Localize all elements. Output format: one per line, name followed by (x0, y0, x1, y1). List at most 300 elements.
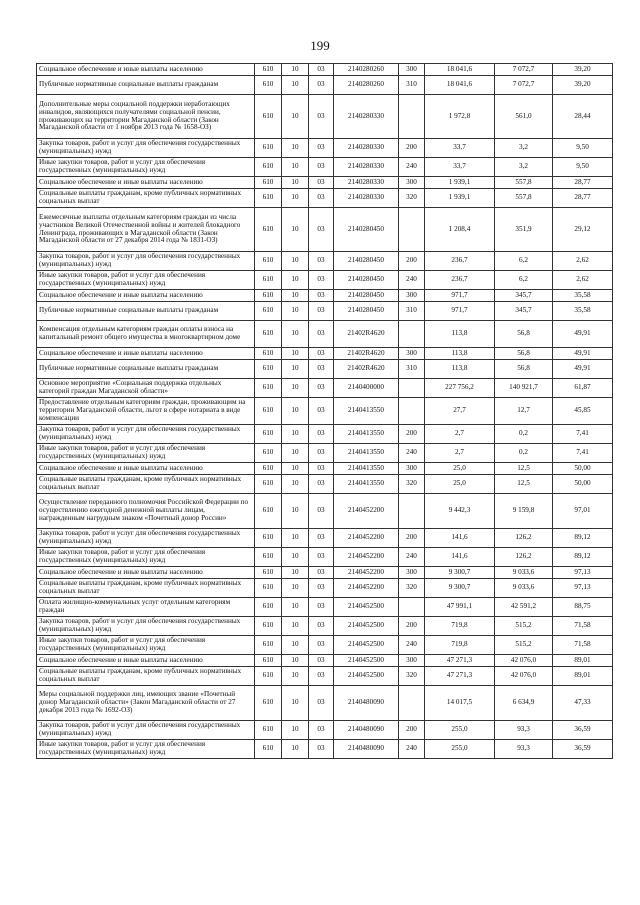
executed-amount: 140 921,7 (495, 379, 553, 398)
subsection-code: 03 (309, 567, 334, 579)
expense-type-code: 310 (399, 360, 425, 379)
expense-type-code: 300 (399, 463, 425, 475)
execution-percent: 28,44 (553, 95, 613, 139)
approved-amount: 18 041,6 (425, 76, 495, 95)
executed-amount: 42 076,0 (495, 655, 553, 667)
ministry-code: 610 (255, 598, 282, 617)
executed-amount: 9 033,6 (495, 567, 553, 579)
execution-percent: 7,41 (553, 444, 613, 463)
target-article-code: 2140452200 (334, 494, 399, 529)
table-row (37, 463, 613, 475)
expense-type-code: 240 (399, 271, 425, 290)
execution-percent: 9,50 (553, 158, 613, 177)
subsection-code: 03 (309, 667, 334, 686)
row-description: Социальные выплаты гражданам, кроме публичных нормативных социальных выплат (37, 475, 255, 494)
row-description: Социальное обеспечение и иные выплаты населению (37, 64, 255, 76)
ministry-code: 610 (255, 425, 282, 444)
approved-amount: 1 972,8 (425, 95, 495, 139)
expense-type-code: 200 (399, 721, 425, 740)
executed-amount: 7 072,7 (495, 76, 553, 95)
execution-percent: 89,12 (553, 529, 613, 548)
expense-type-code (399, 598, 425, 617)
ministry-code: 610 (255, 64, 282, 76)
target-article-code: 21402R4620 (334, 360, 399, 379)
table-row (37, 321, 613, 348)
row-description: Социальное обеспечение и иные выплаты населению (37, 567, 255, 579)
executed-amount: 93,3 (495, 740, 553, 759)
execution-percent: 49,91 (553, 360, 613, 379)
row-description: Закупка товаров, работ и услуг для обеспечения государственных (муниципальных) нужд (37, 425, 255, 444)
table-row (37, 579, 613, 598)
ministry-code: 610 (255, 579, 282, 598)
target-article-code: 21402R4620 (334, 321, 399, 348)
execution-percent: 49,91 (553, 321, 613, 348)
target-article-code: 2140280330 (334, 177, 399, 189)
approved-amount: 18 041,6 (425, 64, 495, 76)
table-row (37, 208, 613, 252)
row-description: Закупка товаров, работ и услуг для обеспечения государственных (муниципальных) нужд (37, 617, 255, 636)
row-description: Основное мероприятие «Социальная поддержка отдельных категорий граждан Магаданской области» (37, 379, 255, 398)
subsection-code: 03 (309, 721, 334, 740)
section-code: 10 (282, 667, 309, 686)
table-row (37, 548, 613, 567)
approved-amount: 113,8 (425, 321, 495, 348)
table-row (37, 76, 613, 95)
section-code: 10 (282, 271, 309, 290)
target-article-code: 2140400000 (334, 379, 399, 398)
subsection-code: 03 (309, 177, 334, 189)
expense-type-code: 320 (399, 189, 425, 208)
section-code: 10 (282, 348, 309, 360)
row-description: Социальное обеспечение и иные выплаты населению (37, 655, 255, 667)
executed-amount: 557,8 (495, 189, 553, 208)
expense-type-code: 240 (399, 158, 425, 177)
ministry-code: 610 (255, 567, 282, 579)
execution-percent: 29,12 (553, 208, 613, 252)
row-description: Оплата жилищно-коммунальных услуг отдельным категориям граждан (37, 598, 255, 617)
row-description: Социальное обеспечение и иные выплаты населению (37, 290, 255, 302)
ministry-code: 610 (255, 208, 282, 252)
target-article-code: 2140452200 (334, 529, 399, 548)
execution-percent: 39,20 (553, 76, 613, 95)
table-row (37, 617, 613, 636)
row-description: Социальные выплаты гражданам, кроме публичных нормативных социальных выплат (37, 579, 255, 598)
row-description: Социальное обеспечение и иные выплаты населению (37, 177, 255, 189)
execution-percent: 49,91 (553, 348, 613, 360)
target-article-code: 2140452500 (334, 617, 399, 636)
approved-amount: 25,0 (425, 463, 495, 475)
executed-amount: 12,5 (495, 463, 553, 475)
executed-amount: 515,2 (495, 636, 553, 655)
target-article-code: 2140452200 (334, 579, 399, 598)
row-description: Закупка товаров, работ и услуг для обеспечения государственных (муниципальных) нужд (37, 252, 255, 271)
row-description: Публичные нормативные социальные выплаты гражданам (37, 302, 255, 321)
table-row (37, 360, 613, 379)
budget-table (36, 63, 613, 759)
expense-type-code: 300 (399, 567, 425, 579)
row-description: Иные закупки товаров, работ и услуг для обеспечения государственных (муниципальных) нужд (37, 636, 255, 655)
expense-type-code: 320 (399, 579, 425, 598)
execution-percent: 39,20 (553, 64, 613, 76)
row-description: Иные закупки товаров, работ и услуг для обеспечения государственных (муниципальных) нужд (37, 158, 255, 177)
approved-amount: 1 208,4 (425, 208, 495, 252)
executed-amount: 42 591,2 (495, 598, 553, 617)
expense-type-code: 200 (399, 425, 425, 444)
executed-amount: 0,2 (495, 425, 553, 444)
section-code: 10 (282, 598, 309, 617)
table-row (37, 686, 613, 721)
expense-type-code: 240 (399, 548, 425, 567)
ministry-code: 610 (255, 177, 282, 189)
execution-percent: 7,41 (553, 425, 613, 444)
section-code: 10 (282, 95, 309, 139)
row-description: Дополнительные меры социальной поддержки неработающих инвалидов, являющихся получателями социальной пенсии, проживающих на территории Магаданской области (Закон Магаданской области от 1 ноября 2013 года № 1658-ОЗ) (37, 95, 255, 139)
subsection-code: 03 (309, 598, 334, 617)
row-description: Осуществление переданного полномочия Российской Федерации по осуществлению ежегодной денежной выплаты лицам, награжденным нагрудным знаком «Почетный донор России» (37, 494, 255, 529)
execution-percent: 47,33 (553, 686, 613, 721)
execution-percent: 89,01 (553, 667, 613, 686)
expense-type-code: 320 (399, 475, 425, 494)
target-article-code: 2140413550 (334, 398, 399, 425)
table-row (37, 598, 613, 617)
executed-amount: 561,0 (495, 95, 553, 139)
execution-percent: 61,87 (553, 379, 613, 398)
target-article-code: 2140452500 (334, 667, 399, 686)
expense-type-code: 240 (399, 740, 425, 759)
target-article-code: 2140413550 (334, 463, 399, 475)
section-code: 10 (282, 398, 309, 425)
section-code: 10 (282, 494, 309, 529)
execution-percent: 89,01 (553, 655, 613, 667)
subsection-code: 03 (309, 579, 334, 598)
subsection-code: 03 (309, 64, 334, 76)
executed-amount: 9 159,8 (495, 494, 553, 529)
table-row (37, 494, 613, 529)
approved-amount: 14 017,5 (425, 686, 495, 721)
approved-amount: 25,0 (425, 475, 495, 494)
row-description: Закупка товаров, работ и услуг для обеспечения государственных (муниципальных) нужд (37, 529, 255, 548)
executed-amount: 3,2 (495, 158, 553, 177)
section-code: 10 (282, 290, 309, 302)
approved-amount: 971,7 (425, 302, 495, 321)
row-description: Публичные нормативные социальные выплаты гражданам (37, 76, 255, 95)
target-article-code: 2140452500 (334, 636, 399, 655)
target-article-code: 2140280330 (334, 158, 399, 177)
executed-amount: 6,2 (495, 252, 553, 271)
section-code: 10 (282, 321, 309, 348)
row-description: Иные закупки товаров, работ и услуг для обеспечения государственных (муниципальных) нужд (37, 271, 255, 290)
ministry-code: 610 (255, 529, 282, 548)
section-code: 10 (282, 252, 309, 271)
approved-amount: 236,7 (425, 271, 495, 290)
row-description: Социальное обеспечение и иные выплаты населению (37, 463, 255, 475)
ministry-code: 610 (255, 667, 282, 686)
approved-amount: 141,6 (425, 548, 495, 567)
section-code: 10 (282, 302, 309, 321)
approved-amount: 719,8 (425, 636, 495, 655)
subsection-code: 03 (309, 617, 334, 636)
ministry-code: 610 (255, 444, 282, 463)
subsection-code: 03 (309, 158, 334, 177)
subsection-code: 03 (309, 379, 334, 398)
ministry-code: 610 (255, 617, 282, 636)
target-article-code: 2140480090 (334, 721, 399, 740)
table-row (37, 529, 613, 548)
ministry-code: 610 (255, 379, 282, 398)
approved-amount: 47 271,3 (425, 655, 495, 667)
approved-amount: 2,7 (425, 444, 495, 463)
target-article-code: 2140413550 (334, 444, 399, 463)
table-row (37, 348, 613, 360)
target-article-code: 2140452200 (334, 567, 399, 579)
table-row (37, 444, 613, 463)
approved-amount: 227 756,2 (425, 379, 495, 398)
expense-type-code (399, 95, 425, 139)
section-code: 10 (282, 379, 309, 398)
expense-type-code: 300 (399, 64, 425, 76)
subsection-code: 03 (309, 475, 334, 494)
section-code: 10 (282, 444, 309, 463)
expense-type-code (399, 398, 425, 425)
section-code: 10 (282, 655, 309, 667)
subsection-code: 03 (309, 636, 334, 655)
approved-amount: 255,0 (425, 721, 495, 740)
target-article-code: 2140452500 (334, 598, 399, 617)
execution-percent: 71,58 (553, 617, 613, 636)
executed-amount: 351,9 (495, 208, 553, 252)
execution-percent: 28,77 (553, 189, 613, 208)
page-number: 199 (310, 38, 330, 53)
executed-amount: 6,2 (495, 271, 553, 290)
expense-type-code: 300 (399, 177, 425, 189)
ministry-code: 610 (255, 189, 282, 208)
subsection-code: 03 (309, 139, 334, 158)
subsection-code: 03 (309, 425, 334, 444)
target-article-code: 2140413550 (334, 425, 399, 444)
target-article-code: 2140280450 (334, 208, 399, 252)
subsection-code: 03 (309, 271, 334, 290)
row-description: Компенсация отдельным категориям граждан оплаты взноса на капитальный ремонт общего имущества в многоквартирном доме (37, 321, 255, 348)
table-row (37, 189, 613, 208)
target-article-code: 2140452500 (334, 655, 399, 667)
expense-type-code: 310 (399, 76, 425, 95)
table-row (37, 567, 613, 579)
execution-percent: 97,01 (553, 494, 613, 529)
section-code: 10 (282, 548, 309, 567)
section-code: 10 (282, 76, 309, 95)
section-code: 10 (282, 64, 309, 76)
subsection-code: 03 (309, 494, 334, 529)
section-code: 10 (282, 425, 309, 444)
section-code: 10 (282, 177, 309, 189)
target-article-code: 2140280330 (334, 189, 399, 208)
row-description: Иные закупки товаров, работ и услуг для обеспечения государственных (муниципальных) нужд (37, 548, 255, 567)
target-article-code: 2140280450 (334, 252, 399, 271)
executed-amount: 557,8 (495, 177, 553, 189)
table-row (37, 271, 613, 290)
execution-percent: 36,59 (553, 721, 613, 740)
subsection-code: 03 (309, 252, 334, 271)
executed-amount: 42 076,0 (495, 667, 553, 686)
expense-type-code (399, 686, 425, 721)
table-row (37, 398, 613, 425)
executed-amount: 12,7 (495, 398, 553, 425)
table-row (37, 290, 613, 302)
approved-amount: 47 991,1 (425, 598, 495, 617)
executed-amount: 0,2 (495, 444, 553, 463)
ministry-code: 610 (255, 398, 282, 425)
section-code: 10 (282, 158, 309, 177)
section-code: 10 (282, 529, 309, 548)
execution-percent: 50,00 (553, 463, 613, 475)
executed-amount: 93,3 (495, 721, 553, 740)
row-description: Социальное обеспечение и иные выплаты населению (37, 348, 255, 360)
section-code: 10 (282, 579, 309, 598)
execution-percent: 28,77 (553, 177, 613, 189)
ministry-code: 610 (255, 740, 282, 759)
ministry-code: 610 (255, 475, 282, 494)
row-description: Меры социальной поддержки лиц, имеющих звание «Почетный донор Магаданской области» (Закон Магаданской области от 27 декабря 2013 года № 1692-ОЗ) (37, 686, 255, 721)
ministry-code: 610 (255, 463, 282, 475)
expense-type-code: 200 (399, 617, 425, 636)
section-code: 10 (282, 475, 309, 494)
approved-amount: 719,8 (425, 617, 495, 636)
executed-amount: 126,2 (495, 529, 553, 548)
table-row (37, 475, 613, 494)
approved-amount: 9 442,3 (425, 494, 495, 529)
ministry-code: 610 (255, 252, 282, 271)
subsection-code: 03 (309, 444, 334, 463)
ministry-code: 610 (255, 348, 282, 360)
section-code: 10 (282, 189, 309, 208)
ministry-code: 610 (255, 76, 282, 95)
approved-amount: 33,7 (425, 139, 495, 158)
section-code: 10 (282, 686, 309, 721)
ministry-code: 610 (255, 494, 282, 529)
execution-percent: 45,85 (553, 398, 613, 425)
approved-amount: 9 300,7 (425, 579, 495, 598)
subsection-code: 03 (309, 740, 334, 759)
execution-percent: 71,58 (553, 636, 613, 655)
execution-percent: 35,58 (553, 290, 613, 302)
section-code: 10 (282, 139, 309, 158)
ministry-code: 610 (255, 95, 282, 139)
subsection-code: 03 (309, 321, 334, 348)
target-article-code: 21402R4620 (334, 348, 399, 360)
ministry-code: 610 (255, 271, 282, 290)
execution-percent: 50,00 (553, 475, 613, 494)
section-code: 10 (282, 360, 309, 379)
subsection-code: 03 (309, 529, 334, 548)
expense-type-code: 320 (399, 667, 425, 686)
executed-amount: 345,7 (495, 302, 553, 321)
expense-type-code: 240 (399, 636, 425, 655)
subsection-code: 03 (309, 76, 334, 95)
target-article-code: 2140413550 (334, 475, 399, 494)
ministry-code: 610 (255, 158, 282, 177)
subsection-code: 03 (309, 360, 334, 379)
approved-amount: 2,7 (425, 425, 495, 444)
approved-amount: 113,8 (425, 348, 495, 360)
row-description: Предоставление отдельным категориям граждан, проживающим на территории Магаданской области, льгот в сфере нотариата в виде компенсации (37, 398, 255, 425)
section-code: 10 (282, 636, 309, 655)
execution-percent: 97,13 (553, 567, 613, 579)
ministry-code: 610 (255, 721, 282, 740)
budget-table-body (37, 64, 613, 759)
execution-percent: 88,75 (553, 598, 613, 617)
target-article-code: 2140280260 (334, 64, 399, 76)
executed-amount: 56,8 (495, 348, 553, 360)
ministry-code: 610 (255, 360, 282, 379)
row-description: Публичные нормативные социальные выплаты гражданам (37, 360, 255, 379)
subsection-code: 03 (309, 463, 334, 475)
ministry-code: 610 (255, 548, 282, 567)
target-article-code: 2140280450 (334, 302, 399, 321)
ministry-code: 610 (255, 636, 282, 655)
ministry-code: 610 (255, 655, 282, 667)
table-row (37, 379, 613, 398)
table-row (37, 655, 613, 667)
row-description: Иные закупки товаров, работ и услуг для обеспечения государственных (муниципальных) нужд (37, 444, 255, 463)
table-row (37, 636, 613, 655)
table-row (37, 64, 613, 76)
row-description: Иные закупки товаров, работ и услуг для обеспечения государственных (муниципальных) нужд (37, 740, 255, 759)
ministry-code: 610 (255, 302, 282, 321)
executed-amount: 3,2 (495, 139, 553, 158)
executed-amount: 6 634,9 (495, 686, 553, 721)
executed-amount: 7 072,7 (495, 64, 553, 76)
subsection-code: 03 (309, 655, 334, 667)
executed-amount: 9 033,6 (495, 579, 553, 598)
expense-type-code: 200 (399, 139, 425, 158)
approved-amount: 33,7 (425, 158, 495, 177)
row-description: Ежемесячные выплаты отдельным категориям граждан из числа участников Великой Отечественной войны и жителей блокадного Ленинграда, проживающих в Магаданской области (Закон Магаданской области от 27 декабря 2014 года № 1831-ОЗ) (37, 208, 255, 252)
approved-amount: 27,7 (425, 398, 495, 425)
executed-amount: 126,2 (495, 548, 553, 567)
expense-type-code: 200 (399, 529, 425, 548)
expense-type-code (399, 321, 425, 348)
table-row (37, 252, 613, 271)
section-code: 10 (282, 567, 309, 579)
expense-type-code: 200 (399, 252, 425, 271)
approved-amount: 1 939,1 (425, 177, 495, 189)
approved-amount: 255,0 (425, 740, 495, 759)
table-row (37, 667, 613, 686)
execution-percent: 35,58 (553, 302, 613, 321)
expense-type-code (399, 208, 425, 252)
ministry-code: 610 (255, 290, 282, 302)
subsection-code: 03 (309, 290, 334, 302)
subsection-code: 03 (309, 189, 334, 208)
executed-amount: 56,8 (495, 360, 553, 379)
target-article-code: 2140280450 (334, 290, 399, 302)
execution-percent: 2,62 (553, 252, 613, 271)
section-code: 10 (282, 463, 309, 475)
approved-amount: 113,8 (425, 360, 495, 379)
executed-amount: 12,5 (495, 475, 553, 494)
ministry-code: 610 (255, 686, 282, 721)
expense-type-code (399, 379, 425, 398)
executed-amount: 345,7 (495, 290, 553, 302)
row-description: Закупка товаров, работ и услуг для обеспечения государственных (муниципальных) нужд (37, 721, 255, 740)
table-row (37, 740, 613, 759)
target-article-code: 2140480090 (334, 740, 399, 759)
row-description: Социальные выплаты гражданам, кроме публичных нормативных социальных выплат (37, 189, 255, 208)
table-row (37, 158, 613, 177)
section-code: 10 (282, 617, 309, 636)
execution-percent: 97,13 (553, 579, 613, 598)
approved-amount: 47 271,3 (425, 667, 495, 686)
